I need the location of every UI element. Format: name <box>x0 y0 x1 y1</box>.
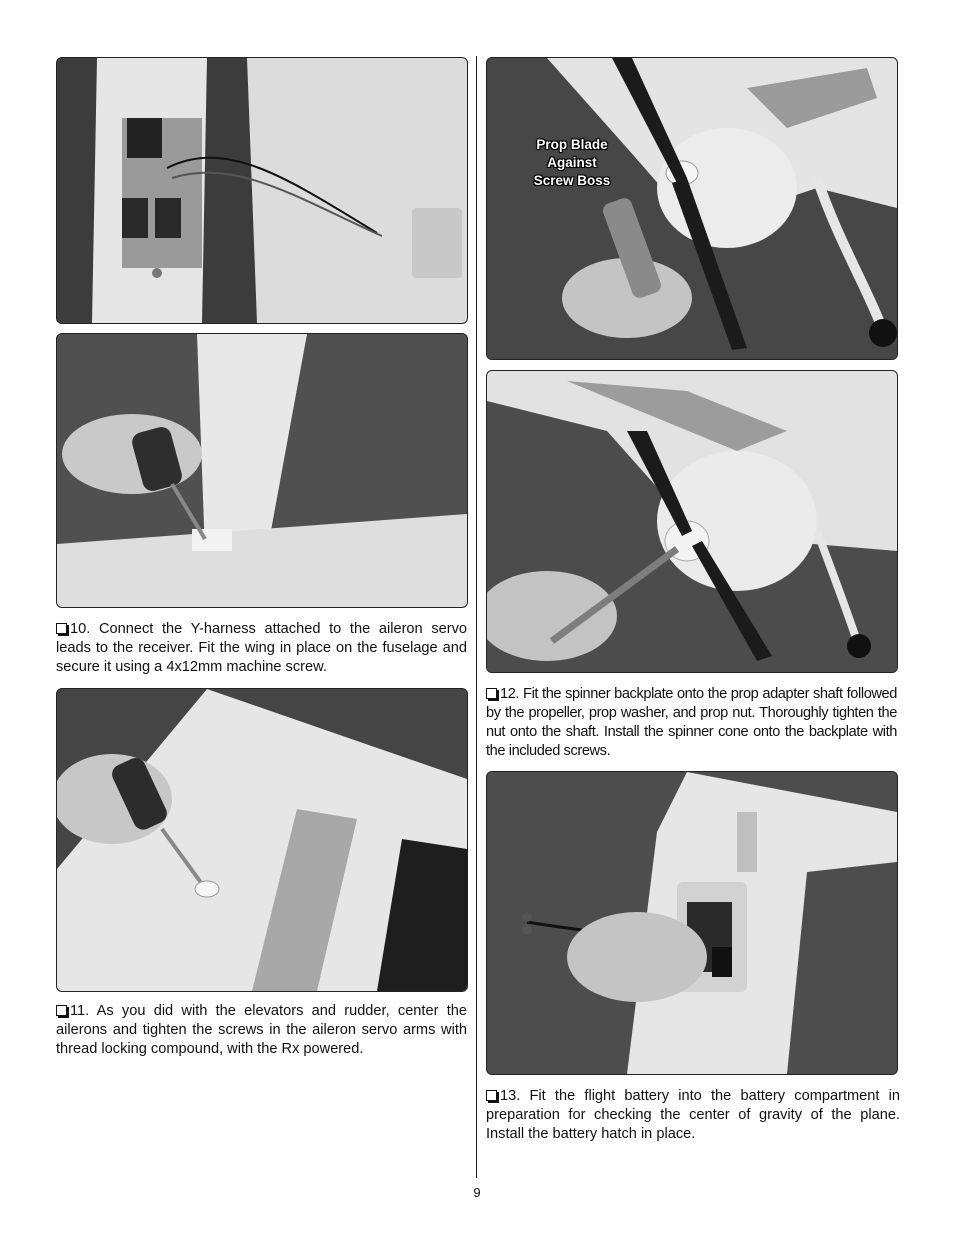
step-13-text: 13. Fit the flight battery into the battery compartment in preparation for checking the center of gravity of the plane. Install the battery hatch in place. <box>486 1088 900 1142</box>
photo-flight-battery <box>486 771 898 1075</box>
step-11-text: 11. As you did with the elevators and rudder, center the ailerons and tighten the screws in the aileron servo arms with thread locking compound, with the Rx powered. <box>56 1003 467 1057</box>
photo-prop-nut-wrench <box>486 57 898 360</box>
step-12-text: 12. Fit the spinner backplate onto the prop adapter shaft followed by the propeller, prop washer, and prop nut. Thoroughly tighten the nut onto the shaft. Install the spinner cone onto the backplate with the included screws. <box>486 686 897 759</box>
callout-line-2: Against <box>547 155 597 170</box>
checkbox-icon <box>56 623 67 634</box>
column-divider <box>476 56 477 1178</box>
photo-receiver-servos <box>56 57 468 324</box>
photo-wing-screw <box>56 333 468 608</box>
photo-aileron-screws <box>56 688 468 992</box>
photo-spinner-cone <box>486 370 898 673</box>
callout-line-3: Screw Boss <box>533 173 611 188</box>
checkbox-icon <box>486 688 497 699</box>
checkbox-icon <box>486 1090 497 1101</box>
page-number: 9 <box>473 1185 481 1200</box>
checkbox-icon <box>56 1005 67 1016</box>
callout-line-1: Prop Blade <box>536 137 608 152</box>
prop-blade-callout <box>517 136 627 190</box>
step-10-text: 10. Connect the Y-harness attached to the aileron servo leads to the receiver. Fit the wing in place on the fuselage and secure it using a 4x12mm machine screw. <box>56 621 467 675</box>
